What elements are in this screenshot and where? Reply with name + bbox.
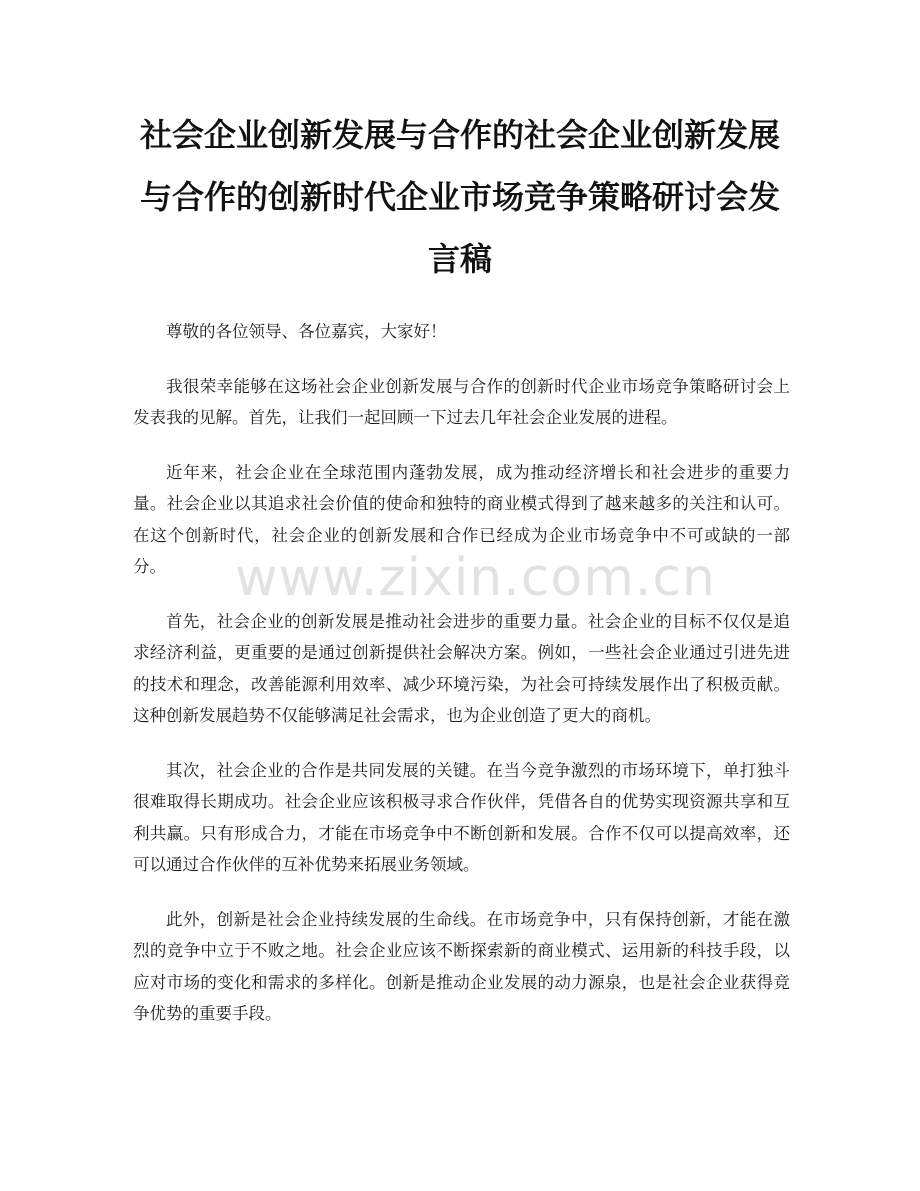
paragraph-background: 近年来，社会企业在全球范围内蓬勃发展，成为推动经济增长和社会进步的重要力量。社会企业以其追求社会价值的使命和独特的商业模式得到了越来越多的关注和认可。在这个创新时代，社会企业的创新发展和合作已经成为企业市场竞争中不可或缺的一部分。 xyxy=(133,462,790,576)
paragraph-innovation: 首先，社会企业的创新发展是推动社会进步的重要力量。社会企业的目标不仅仅是追求经济利益，更重要的是通过创新提供社会解决方案。例如，一些社会企业通过引进先进的技术和理念，改善能源利用效率、减少环境污染，为社会可持续发展作出了积极贡献。这种创新发展趋势不仅能够满足社会需求，也为企业创造了更大的商机。 xyxy=(133,611,790,725)
paragraph-cooperation: 其次，社会企业的合作是共同发展的关键。在当今竞争激烈的市场环境下，单打独斗很难取得长期成功。社会企业应该积极寻求合作伙伴，凭借各自的优势实现资源共享和互利共赢。只有形成合力，才能在市场竞争中不断创新和发展。合作不仅可以提高效率，还可以通过合作伙伴的互补优势来拓展业务领域。 xyxy=(133,760,790,874)
paragraph-lifeline: 此外，创新是社会企业持续发展的生命线。在市场竞争中，只有保持创新，才能在激烈的竞争中立于不败之地。社会企业应该不断探索新的商业模式、运用新的科技手段，以应对市场的变化和需求的多样化。创新是推动企业发展的动力源泉，也是社会企业获得竞争优势的重要手段。 xyxy=(133,909,790,1023)
paragraph-intro: 我很荣幸能够在这场社会企业创新发展与合作的创新时代企业市场竞争策略研讨会上发表我的见解。首先，让我们一起回顾一下过去几年社会企业发展的进程。 xyxy=(133,376,790,427)
paragraph-greeting: 尊敬的各位领导、各位嘉宾，大家好！ xyxy=(166,322,447,341)
watermark: www.zixin.com.cn xyxy=(235,548,716,608)
document-body xyxy=(133,316,790,1053)
document-title: 社会企业创新发展与合作的社会企业创新发展与合作的创新时代企业市场竞争策略研讨会发言稿 xyxy=(139,116,780,278)
